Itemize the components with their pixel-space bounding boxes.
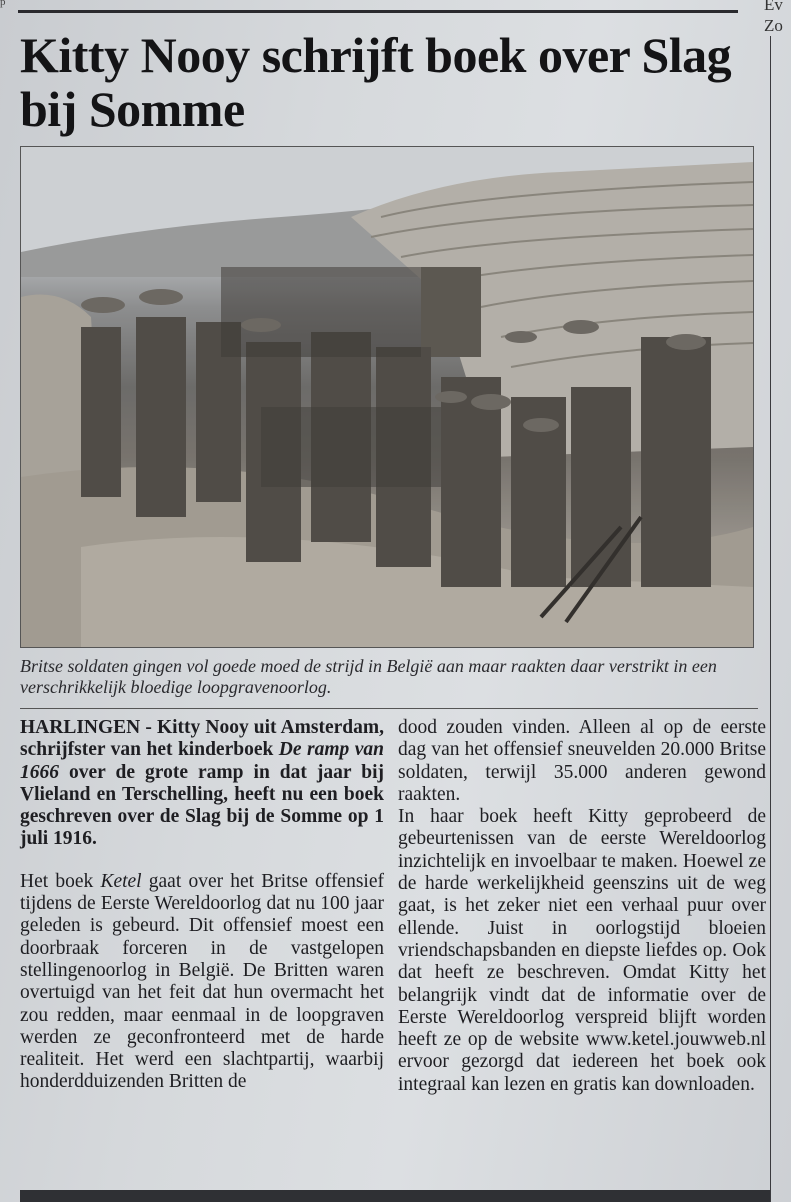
article-column-right [398,717,766,1096]
body-left-part-1: Het boek [20,870,101,892]
adjacent-column-fragment: Ev Zo [764,0,783,35]
body-paragraph-left [20,871,384,1094]
article-headline: Kitty Nooy schrijft boek over Slag bij Somme [20,27,732,137]
photo-caption: Britse soldaten gingen vol goede moed de strijd in België aan maar raakten daar verstrikt in een verschrikkelijk bloedige loopgravenoorlog. [20,656,717,697]
column-divider [770,36,771,1202]
body-paragraph-right-2: In haar boek heeft Kitty geprobeerd de gebeurtenissen van de eerste Wereldoorlog inzichtelijk en invoelbaar te maken. Hoewel ze de harde werkelijkheid geenszins uit de weg gaat, is het zeker niet een verhaal puur over ellende. Juist in oorlogstijd bloeien vriendschapsbanden en diepste liefdes op. Ook dat heeft ze beschreven. Omdat Kitty het belangrijk vindt dat de informatie over de Eerste Wereldoorlog verspreid blijft worden heeft ze op de website www.ketel.jouwweb.nl ervoor gezorgd dat iedereen het boek ook integraal kan lezen en gratis kan downloaden. [398,806,766,1095]
lead-text-part-1: - Kitty Nooy uit Amsterdam, schrijfster van het kinderboek [20,717,384,761]
article-lead [20,717,384,851]
book-title-ketel: Ketel [100,870,142,892]
caption-divider [20,708,758,709]
lead-text-part-2: over de grote ramp in dat jaar bij Vlieland en Terschelling, heeft nu een boek geschreven over de Slag bij de Somme op 1 juli 1916. [20,761,384,850]
article-photo [20,146,754,648]
top-rule [18,10,738,13]
page-corner-mark: p [0,0,6,8]
bottom-rule [20,1190,770,1202]
article-column-left [20,717,384,1094]
book-title-de-ramp: De ramp van 1666 [20,739,384,783]
dateline: HARLINGEN [20,717,141,738]
trench-soldiers-photo [21,147,753,647]
body-left-part-2: gaat over het Britse offensief tijdens de Eerste Wereldoorlog dat nu 100 jaar geleden is gebeurd. Dit offensief moest een doorbraak forceren in de vastgelopen stellingenoorlog in België. De Britten waren overtuigd van het feit dat hun overmacht het zou redden, maar eenmaal in de loopgraven werden ze geconfronteerd met de harde realiteit. Het werd een slachtpartij, waarbij honderdduizenden Britten de [20,870,384,1093]
body-paragraph-right-1: dood zouden vinden. Alleen al op de eerste dag van het offensief sneuvelden 20.000 Britse soldaten, terwijl 35.000 anderen gewond raakten. [398,717,766,805]
